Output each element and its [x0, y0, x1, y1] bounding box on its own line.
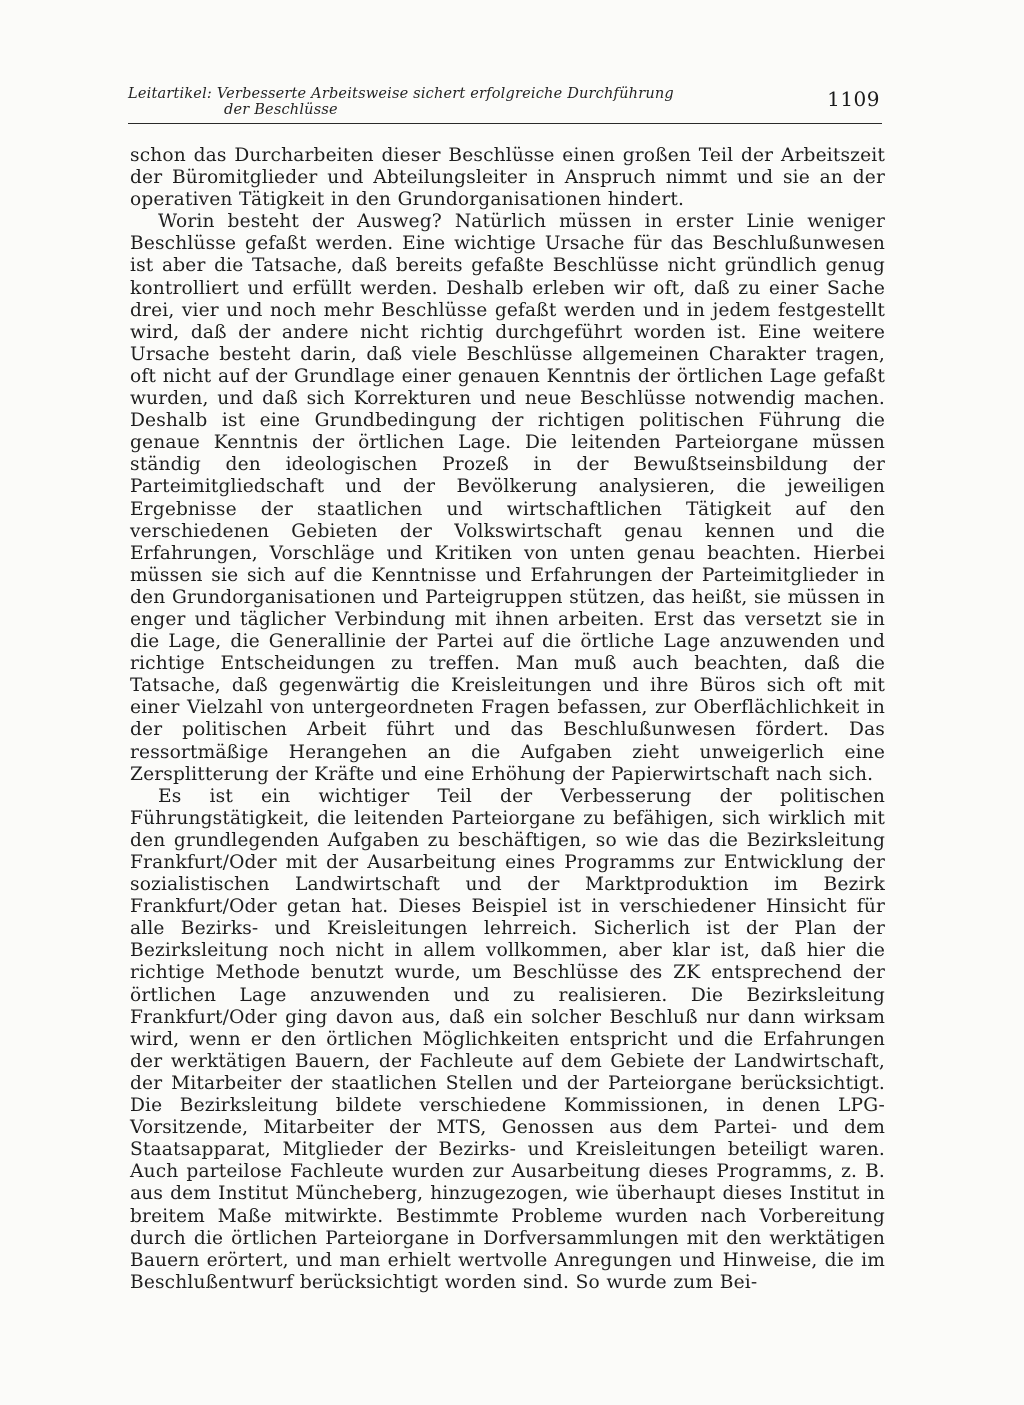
- page-header: [128, 86, 882, 126]
- article-body: [130, 145, 885, 1294]
- paragraph: Worin besteht der Ausweg? Natürlich müssen in erster Linie weniger Beschlüsse gefaßt werden. Eine wichtige Ursache für das Beschlußunwesen ist aber die Tatsache, daß bereits gefaßte Beschlüsse nicht gründlich genug kontrolliert und erfüllt werden. Deshalb erleben wir oft, daß zu einer Sache drei, vier und noch mehr Beschlüsse gefaßt werden und in jedem festgestellt wird, daß der andere nicht richtig durchgeführt worden ist. Eine weitere Ursache besteht darin, daß viele Beschlüsse allgemeinen Charakter tragen, oft nicht auf der Grundlage einer genauen Kenntnis der örtlichen Lage gefaßt wurden, und daß sich Korrekturen und neue Beschlüsse notwendig machen. Deshalb ist eine Grundbedingung der richtigen politischen Führung die genaue Kenntnis der örtlichen Lage. Die leitenden Parteiorgane müssen ständig den ideologischen Prozeß in der Bewußtseinsbildung der Parteimitgliedschaft und der Bevölkerung analysieren, die jeweiligen Ergebnisse der staatlichen und wirtschaftlichen Tätigkeit auf den verschiedenen Gebieten der Volkswirtschaft genau kennen und die Erfahrungen, Vorschläge und Kritiken von unten genau beachten. Hierbei müssen sie sich auf die Kenntnisse und Erfahrungen der Parteimitglieder in den Grundorganisationen und Parteigruppen stützen, das heißt, sie müssen in enger und täglicher Verbindung mit ihnen arbeiten. Erst das versetzt sie in die Lage, die Generallinie der Partei auf die örtliche Lage anzuwenden und richtige Entscheidungen zu treffen. Man muß auch beachten, daß die Tatsache, daß gegenwärtig die Kreisleitungen und ihre Büros sich oft mit einer Vielzahl von untergeordneten Fragen befassen, zur Oberflächlichkeit in der politischen Arbeit führt und das Beschlußunwesen fördert. Das ressortmäßige Herangehen an die Aufgaben zieht unweigerlich eine Zersplitterung der Kräfte und eine Erhöhung der Papierwirtschaft nach sich.: [130, 211, 885, 785]
- running-title-line-2: der Beschlüsse: [224, 102, 338, 118]
- running-title-line-1: Leitartikel: Verbesserte Arbeitsweise sichert erfolgreiche Durchführung: [128, 86, 674, 102]
- page-number: 1109: [827, 87, 880, 111]
- running-title: [128, 86, 748, 118]
- header-rule: [128, 123, 882, 124]
- paragraph: Es ist ein wichtiger Teil der Verbesserung der politischen Führungstätigkeit, die leitenden Parteiorgane zu befähigen, sich wirklich mit den grundlegenden Aufgaben zu beschäftigen, so wie das die Bezirksleitung Frankfurt/Oder mit der Ausarbeitung eines Programms zur Entwicklung der sozialistischen Landwirtschaft und der Marktproduktion im Bezirk Frankfurt/Oder getan hat. Dieses Beispiel ist in verschiedener Hinsicht für alle Bezirks- und Kreisleitungen lehrreich. Sicherlich ist der Plan der Bezirksleitung noch nicht in allem vollkommen, aber klar ist, daß hier die richtige Methode benutzt wurde, um Beschlüsse des ZK entsprechend der örtlichen Lage anzuwenden und zu realisieren. Die Bezirksleitung Frankfurt/Oder ging davon aus, daß ein solcher Beschluß nur dann wirksam wird, wenn er den örtlichen Möglichkeiten entspricht und die Erfahrungen der werktätigen Bauern, der Fachleute auf dem Gebiete der Landwirtschaft, der Mitarbeiter der staatlichen Stellen und der Parteiorgane berücksichtigt. Die Bezirksleitung bildete verschiedene Kommissionen, in denen LPG-Vorsitzende, Mitarbeiter der MTS, Genossen aus dem Partei- und dem Staatsapparat, Mitglieder der Bezirks- und Kreisleitungen beteiligt waren. Auch parteilose Fachleute wurden zur Ausarbeitung dieses Programms, z. B. aus dem Institut Müncheberg, hinzugezogen, wie überhaupt dieses Institut in breitem Maße mitwirkte. Bestimmte Probleme wurden nach Vorbereitung durch die örtlichen Parteiorgane in Dorfversammlungen mit den werktätigen Bauern erörtert, und man erhielt wertvolle Anregungen und Hinweise, die im Beschlußentwurf berücksichtigt worden sind. So wurde zum Bei-: [130, 785, 885, 1293]
- paragraph-continuation: schon das Durcharbeiten dieser Beschlüsse einen großen Teil der Arbeitszeit der Büromitglieder und Abteilungsleiter in Anspruch nimmt und sie an der operativen Tätigkeit in den Grundorganisationen hindert.: [130, 145, 885, 211]
